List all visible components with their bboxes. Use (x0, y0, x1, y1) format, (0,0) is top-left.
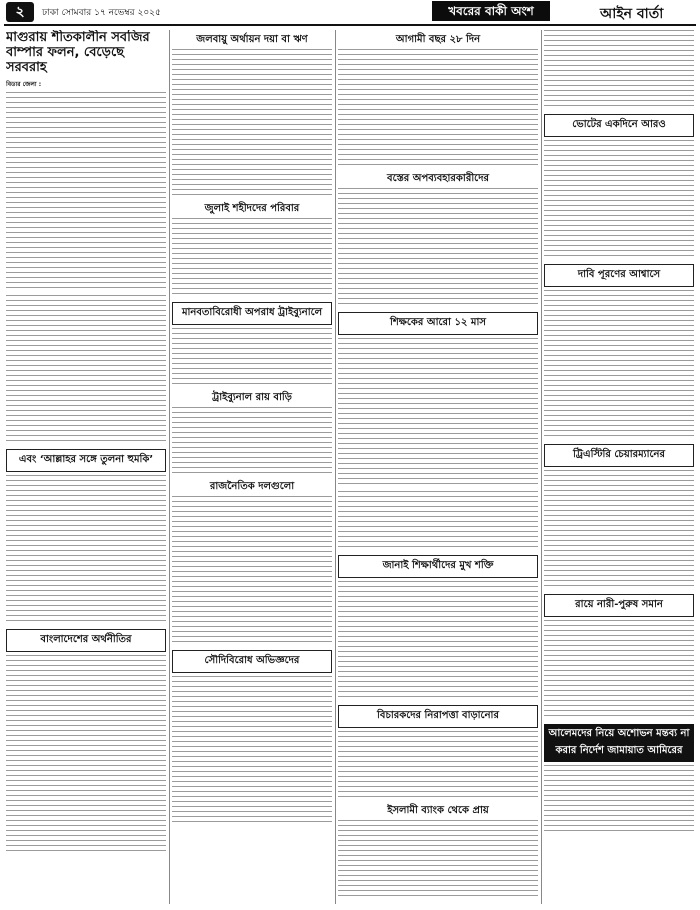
article-text (172, 328, 332, 388)
article-headline: এবং ‘আল্লাহর সঙ্গে তুলনা হুমকি’ (6, 449, 166, 472)
article-headline: বিচারকদের নিরাপত্তা বাড়ানোর (338, 705, 538, 728)
header-rule (4, 24, 696, 26)
column-4 (544, 30, 694, 904)
page-header (0, 0, 700, 24)
page-number: ২ (6, 2, 34, 22)
article-headline: রাজনৈতিক দলগুলো (209, 481, 295, 492)
article-headline: ভোটের একদিনে আরও (544, 114, 694, 137)
article-text (338, 49, 538, 169)
article-headline: আগামী বছর ২৮ দিন (395, 34, 481, 45)
article-headline: রায়ে নারী-পুরুষ সমান (544, 594, 694, 617)
article-headline: বাংলাদেশের অর্থনীতির (6, 629, 166, 652)
article-text (172, 218, 332, 298)
article-headline: দাবি পূরণের আশ্বাসে (544, 264, 694, 287)
column-divider (335, 30, 336, 904)
article-text (6, 92, 166, 292)
article-text (338, 820, 538, 900)
article-text (172, 676, 332, 826)
article-text (544, 765, 694, 835)
article-text (544, 620, 694, 720)
right-section-label: আইন বার্তা (600, 6, 664, 22)
lead-headline: মাগুরায় শীতকালীন সবজির বাম্পার ফলন, বেড়েছে সরবরাহ (6, 30, 150, 75)
article-text (172, 496, 332, 646)
article-headline: জুলাই শহীদদের পরিবার (204, 203, 300, 214)
column-divider (541, 30, 542, 904)
column-2 (172, 30, 332, 904)
byline: বিডার জেলা : (6, 81, 42, 88)
article-headline: শিক্ষকের আরো ১২ মাস (338, 312, 538, 335)
article-text (544, 140, 694, 260)
section-title: খবরের বাকী অংশ (432, 1, 550, 21)
article-text (6, 475, 166, 625)
article-text (172, 49, 332, 199)
article-text (6, 295, 166, 445)
article-text (338, 581, 538, 701)
article-text (338, 491, 538, 551)
article-text (172, 407, 332, 477)
article-headline: মানবতাবিরোধী অপরাধ ট্রাইব্যুনালে (172, 302, 332, 325)
article-headline: বস্তের অপব্যবহারকারীদের (387, 173, 489, 184)
column-3 (338, 30, 538, 904)
article-headline: আলেমদের নিয়ে অশোভন মন্তব্য না করার নির্দেশ জামায়াত আমিরের (544, 724, 694, 762)
article-headline: সৌদিবিরোধ অভিজ্ঞদের (172, 650, 332, 673)
article-text (338, 731, 538, 801)
article-text (544, 30, 694, 110)
article-headline: ট্রিএস্টিরি চেয়ারম্যানের (544, 444, 694, 467)
article-headline: ট্রাইব্যুনাল রায় বাড়ি (212, 392, 292, 403)
column-divider (169, 30, 170, 904)
dateline: ঢাকা সোমবার ১৭ নভেম্বর ২০২৫ (42, 8, 161, 18)
article-text (338, 188, 538, 308)
article-headline: জানাই শিক্ষার্থীদের মুখ শক্তি (338, 555, 538, 578)
article-text (338, 338, 538, 488)
article-text (544, 290, 694, 440)
article-text (544, 470, 694, 590)
column-1 (6, 30, 166, 904)
article-text (6, 655, 166, 855)
article-headline: ইসলামী ব্যাংক থেকে প্রায় (387, 805, 489, 816)
article-headline: জলবায়ু অর্থায়ন দয়া বা ঋণ (196, 34, 308, 45)
